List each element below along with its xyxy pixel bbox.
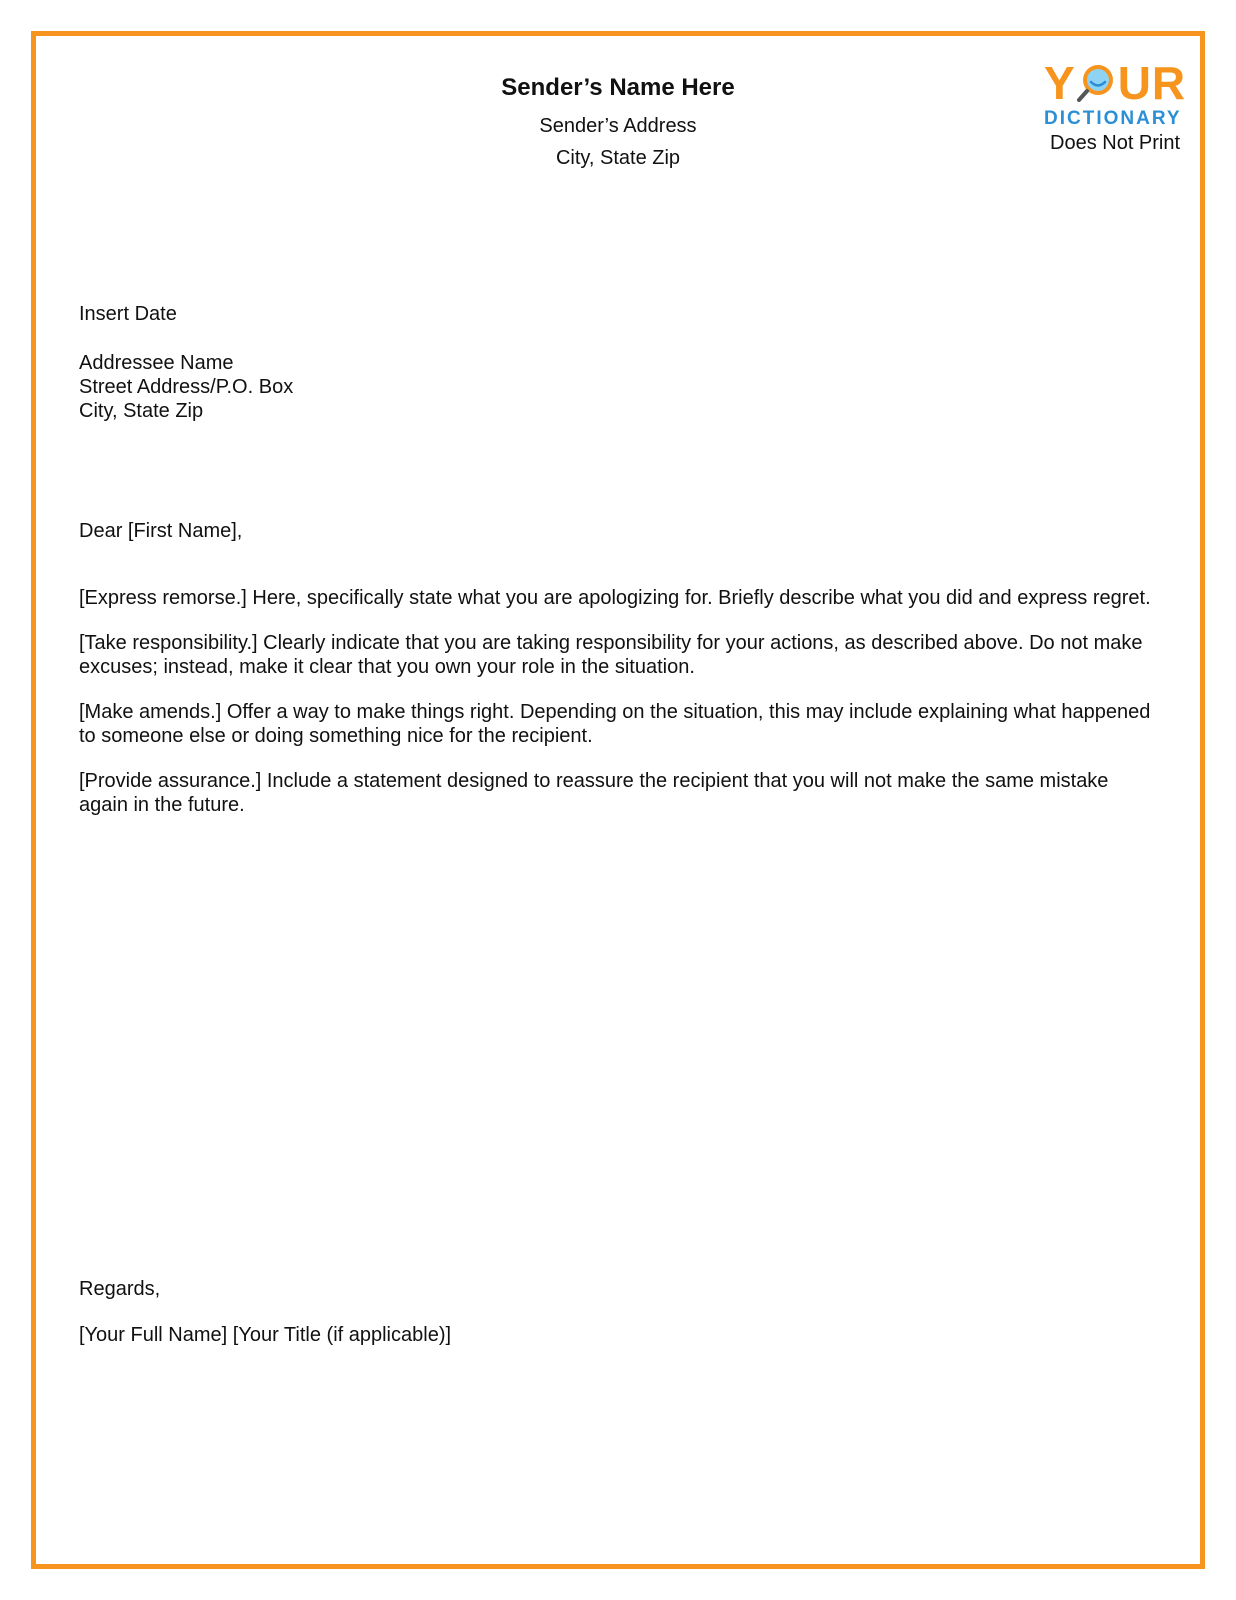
letter-body [79, 586, 1159, 838]
addressee-block [79, 351, 293, 423]
paragraph-provide-assurance: [Provide assurance.] Include a statement designed to reassure the recipient that you will not make the same mistake again in the future. [79, 770, 1109, 816]
signature-line: [Your Full Name] [Your Title (if applicable)] [79, 1324, 452, 1346]
sender-address: Sender’s Address [539, 115, 697, 137]
closing: Regards, [79, 1278, 161, 1300]
salutation: Dear [First Name], [79, 520, 243, 542]
paragraph-make-amends: [Make amends.] Offer a way to make things right. Depending on the situation, this may include explaining what happened to someone else or doing something nice for the recipient. [79, 701, 1151, 747]
addressee-city: City, State Zip [79, 400, 204, 422]
sender-name: Sender’s Name Here [501, 74, 735, 101]
logo-letter-y: Y [1044, 57, 1076, 109]
does-not-print-note: Does Not Print [1050, 132, 1181, 154]
addressee-name: Addressee Name [79, 352, 234, 374]
magnifier-icon [1076, 62, 1116, 102]
logo-letters-ur: UR [1117, 57, 1187, 109]
paragraph-take-responsibility: [Take responsibility.] Clearly indicate that you are taking responsibility for your actions, as described above. Do not make excuses; instead, make it clear that you own your role in the situation. [79, 632, 1143, 678]
logo-wordmark-dictionary: DICTIONARY [1044, 108, 1182, 129]
sender-city-state-zip: City, State Zip [555, 147, 681, 169]
letter-date: Insert Date [79, 303, 177, 325]
addressee-street: Street Address/P.O. Box [79, 376, 294, 398]
paragraph-express-remorse: [Express remorse.] Here, specifically state what you are apologizing for. Briefly describe what you did and express regret. [79, 587, 1151, 609]
yourdictionary-logo [1040, 58, 1200, 168]
